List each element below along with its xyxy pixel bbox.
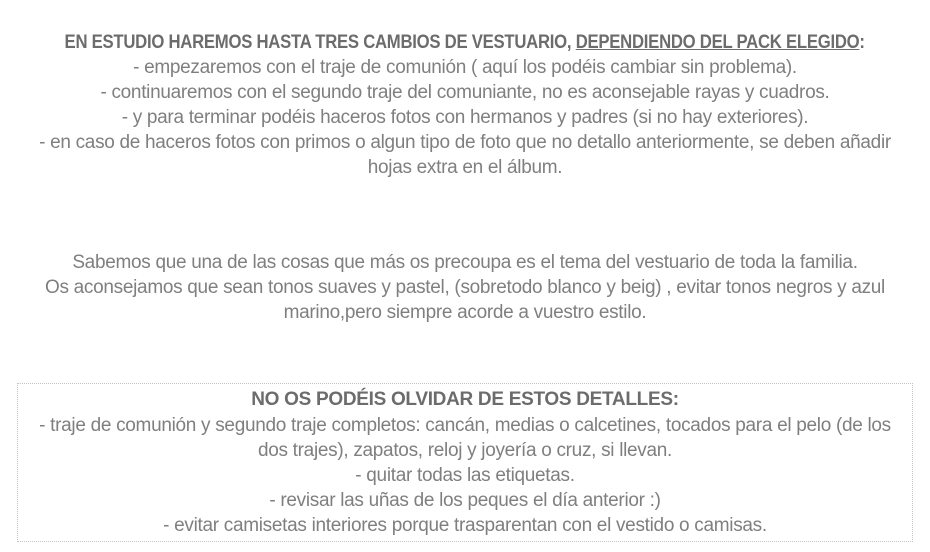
vestuario-line-primos: - en caso de haceros fotos con primos o algun tipo de foto que no detallo anteriormente, se deben añadir hojas extra en el álbum. xyxy=(39,132,891,178)
vestuario-line-terminar: - y para terminar podéis haceros fotos con hermanos y padres (si no hay exteriores). xyxy=(121,107,809,128)
vestuario-heading xyxy=(65,30,865,55)
vestuario-heading-underlined-pack: DEPENDIENDO DEL PACK ELEGIDO xyxy=(576,32,860,53)
vestuario-line-empezaremos: - empezaremos con el traje de comunión ( aquí los podéis cambiar sin problema). xyxy=(133,57,797,78)
vestuario-heading-row xyxy=(20,30,910,55)
vestuario-heading-colon: : xyxy=(859,32,866,53)
detalles-line-camisetas: - evitar camisetas interiores porque trasparentan con el vestido o camisas. xyxy=(163,515,767,536)
section-consejos xyxy=(20,250,910,325)
detalles-reminder-box xyxy=(17,383,913,542)
consejos-line-aconsejamos: Os aconsejamos que sean tonos suaves y pastel, (sobretodo blanco y beig) , evitar tonos negros y azul marino,pero siempre acorde a vuestro estilo. xyxy=(45,277,885,323)
detalles-line-unas: - revisar las uñas de los peques el día anterior :) xyxy=(269,490,661,511)
detalles-heading: NO OS PODÉIS OLVIDAR DE ESTOS DETALLES: xyxy=(251,389,679,410)
vestuario-line-continuaremos: - continuaremos con el segundo traje del comuniante, no es aconsejable rayas y cuadros. xyxy=(100,82,830,103)
vestuario-heading-prefix: EN ESTUDIO HAREMOS HASTA TRES CAMBIOS DE VESTUARIO, xyxy=(64,32,577,53)
detalles-line-etiquetas: - quitar todas las etiquetas. xyxy=(355,465,575,486)
detalles-line-trajes-completos: - traje de comunión y segundo traje completos: cancán, medias o calcetines, tocados para el pelo (de los dos trajes), zapatos, reloj y joyería o cruz, si llevan. xyxy=(39,415,891,461)
section-vestuario xyxy=(20,30,910,180)
consejos-line-sabemos: Sabemos que una de las cosas que más os precoupa es el tema del vestuario de toda la familia. xyxy=(72,252,858,273)
